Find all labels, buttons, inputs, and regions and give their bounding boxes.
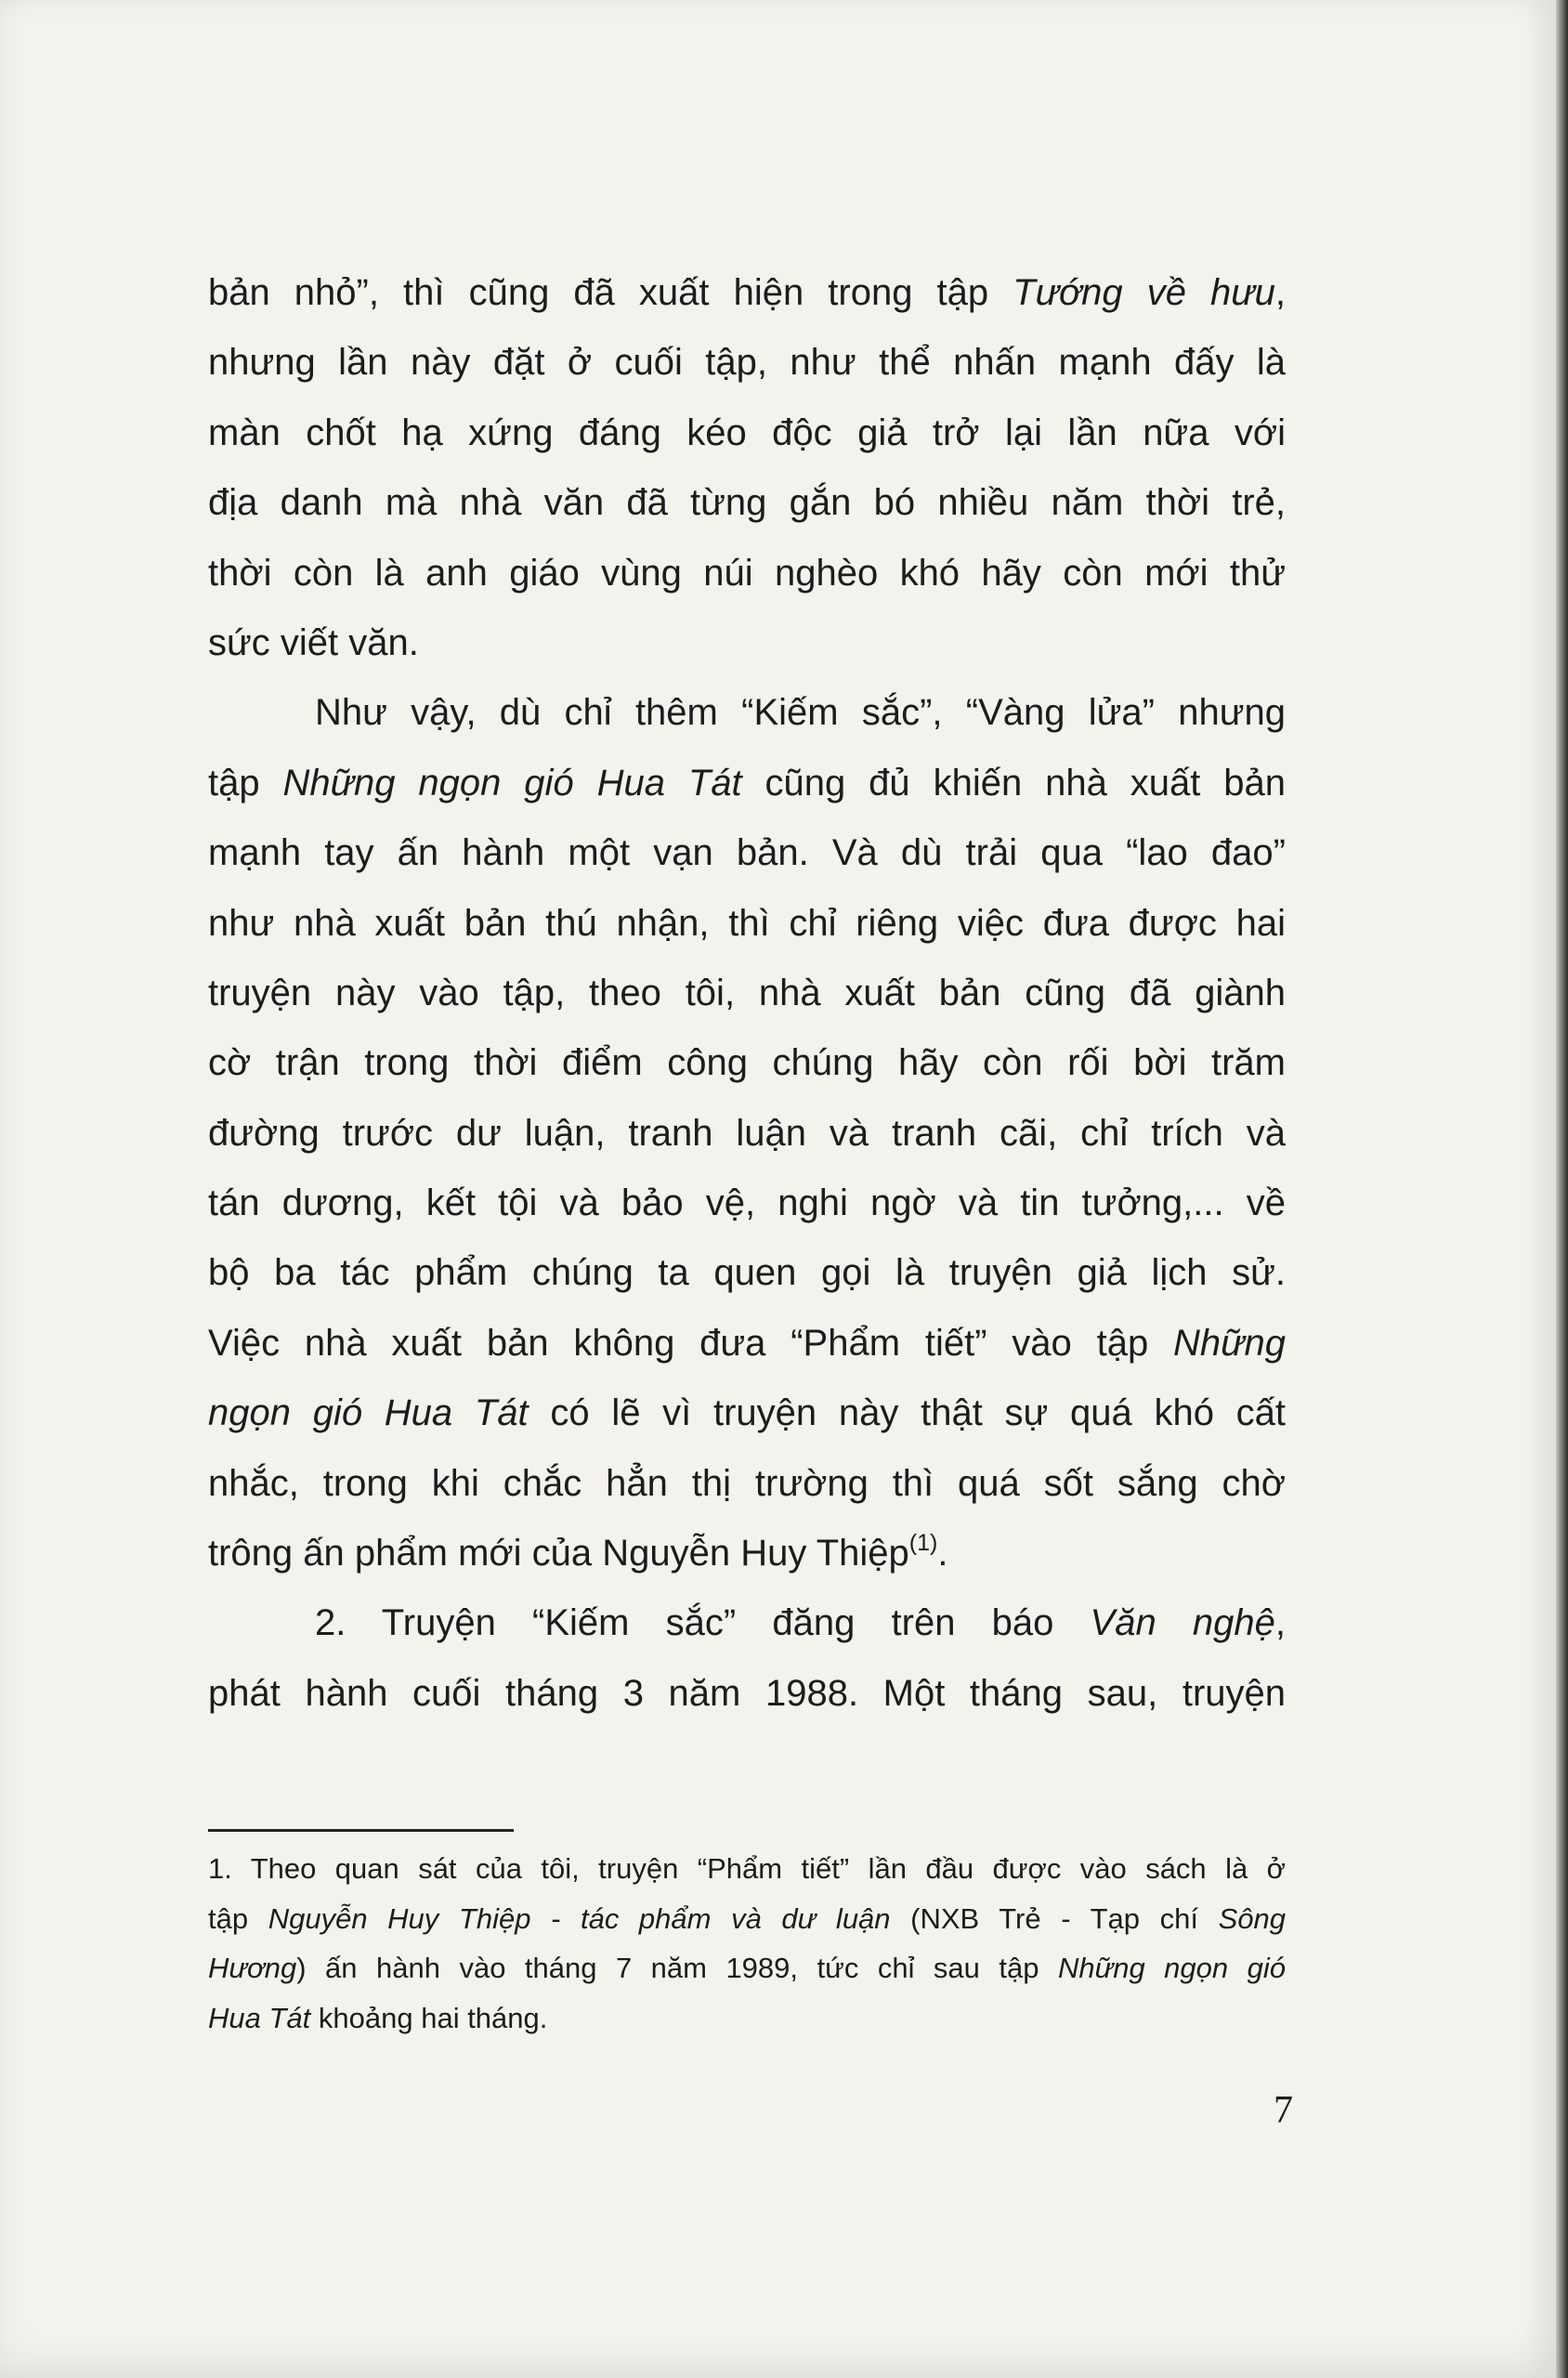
paragraph-start-line: 2. Truyện “Kiếm sắc” đăng trên báo Văn nghệ, [315, 1602, 1286, 1644]
text-line: truyện này vào tập, theo tôi, nhà xuất bản cũng đã giành [208, 972, 1286, 1013]
text-line: ngọn gió Hua Tát có lẽ vì truyện này thật sự quá khó cất [208, 1392, 1287, 1434]
footnote-line: tập Nguyễn Huy Thiệp - tác phẩm và dư luận (NXB Trẻ - Tạp chí Sông [208, 1901, 1286, 1935]
text-line: bản nhỏ”, thì cũng đã xuất hiện trong tập Tướng về hưu, [208, 272, 1287, 313]
text-line: Việc nhà xuất bản không đưa “Phẩm tiết” vào tập Những [208, 1322, 1286, 1364]
footnote-divider [208, 1829, 514, 1832]
text-line: sức viết văn. [208, 621, 419, 663]
text-line: bộ ba tác phẩm chúng ta quen gọi là truyện giả lịch sử. [208, 1252, 1286, 1294]
page-edge-shadow [1556, 0, 1568, 2378]
footnote-line: Hương) ấn hành vào tháng 7 năm 1989, tức chỉ sau tập Những ngọn gió [208, 1952, 1286, 1984]
text-line: địa danh mà nhà văn đã từng gắn bó nhiều năm thời trẻ, [208, 482, 1286, 524]
text-line: tập Những ngọn gió Hua Tát cũng đủ khiến nhà xuất bản [208, 762, 1286, 804]
text-line: trông ấn phẩm mới của Nguyễn Huy Thiệp$^{(1)}$. [208, 1530, 948, 1574]
page-number: 7 [1274, 2089, 1293, 2132]
text-line: đường trước dư luận, tranh luận và tranh cãi, chỉ trích và [208, 1112, 1286, 1154]
text-line: mạnh tay ấn hành một vạn bản. Và dù trải qua “lao đao” [208, 832, 1286, 874]
text-line: như nhà xuất bản thú nhận, thì chỉ riêng việc đưa được hai [208, 902, 1286, 944]
footnote [208, 1844, 1286, 2043]
body-text [208, 258, 1286, 1729]
text-line: tán dương, kết tội và bảo vệ, nghi ngờ và tin tưởng,... về [208, 1182, 1286, 1224]
paragraph-start-line: Như vậy, dù chỉ thêm “Kiếm sắc”, “Vàng lửa” nhưng [315, 692, 1286, 734]
text-line: nhưng lần này đặt ở cuối tập, như thể nhấn mạnh đấy là [208, 342, 1286, 384]
text-line: phát hành cuối tháng 3 năm 1988. Một tháng sau, truyện [208, 1672, 1286, 1714]
footnote-line: Hua Tát khoảng hai tháng. [208, 2001, 548, 2034]
text-line: màn chốt hạ xứng đáng kéo độc giả trở lại lần nữa với [208, 412, 1286, 453]
footnote-line: 1. Theo quan sát của tôi, truyện “Phẩm tiết” lần đầu được vào sách là ở [208, 1852, 1286, 1885]
text-line: nhắc, trong khi chắc hẳn thị trường thì quá sốt sắng chờ [208, 1462, 1286, 1504]
text-line: thời còn là anh giáo vùng núi nghèo khó hãy còn mới thử [208, 552, 1286, 594]
text-line: cờ trận trong thời điểm công chúng hãy còn rối bời trăm [208, 1042, 1286, 1084]
footnote-reference[interactable]: (1) [908, 1530, 938, 1557]
